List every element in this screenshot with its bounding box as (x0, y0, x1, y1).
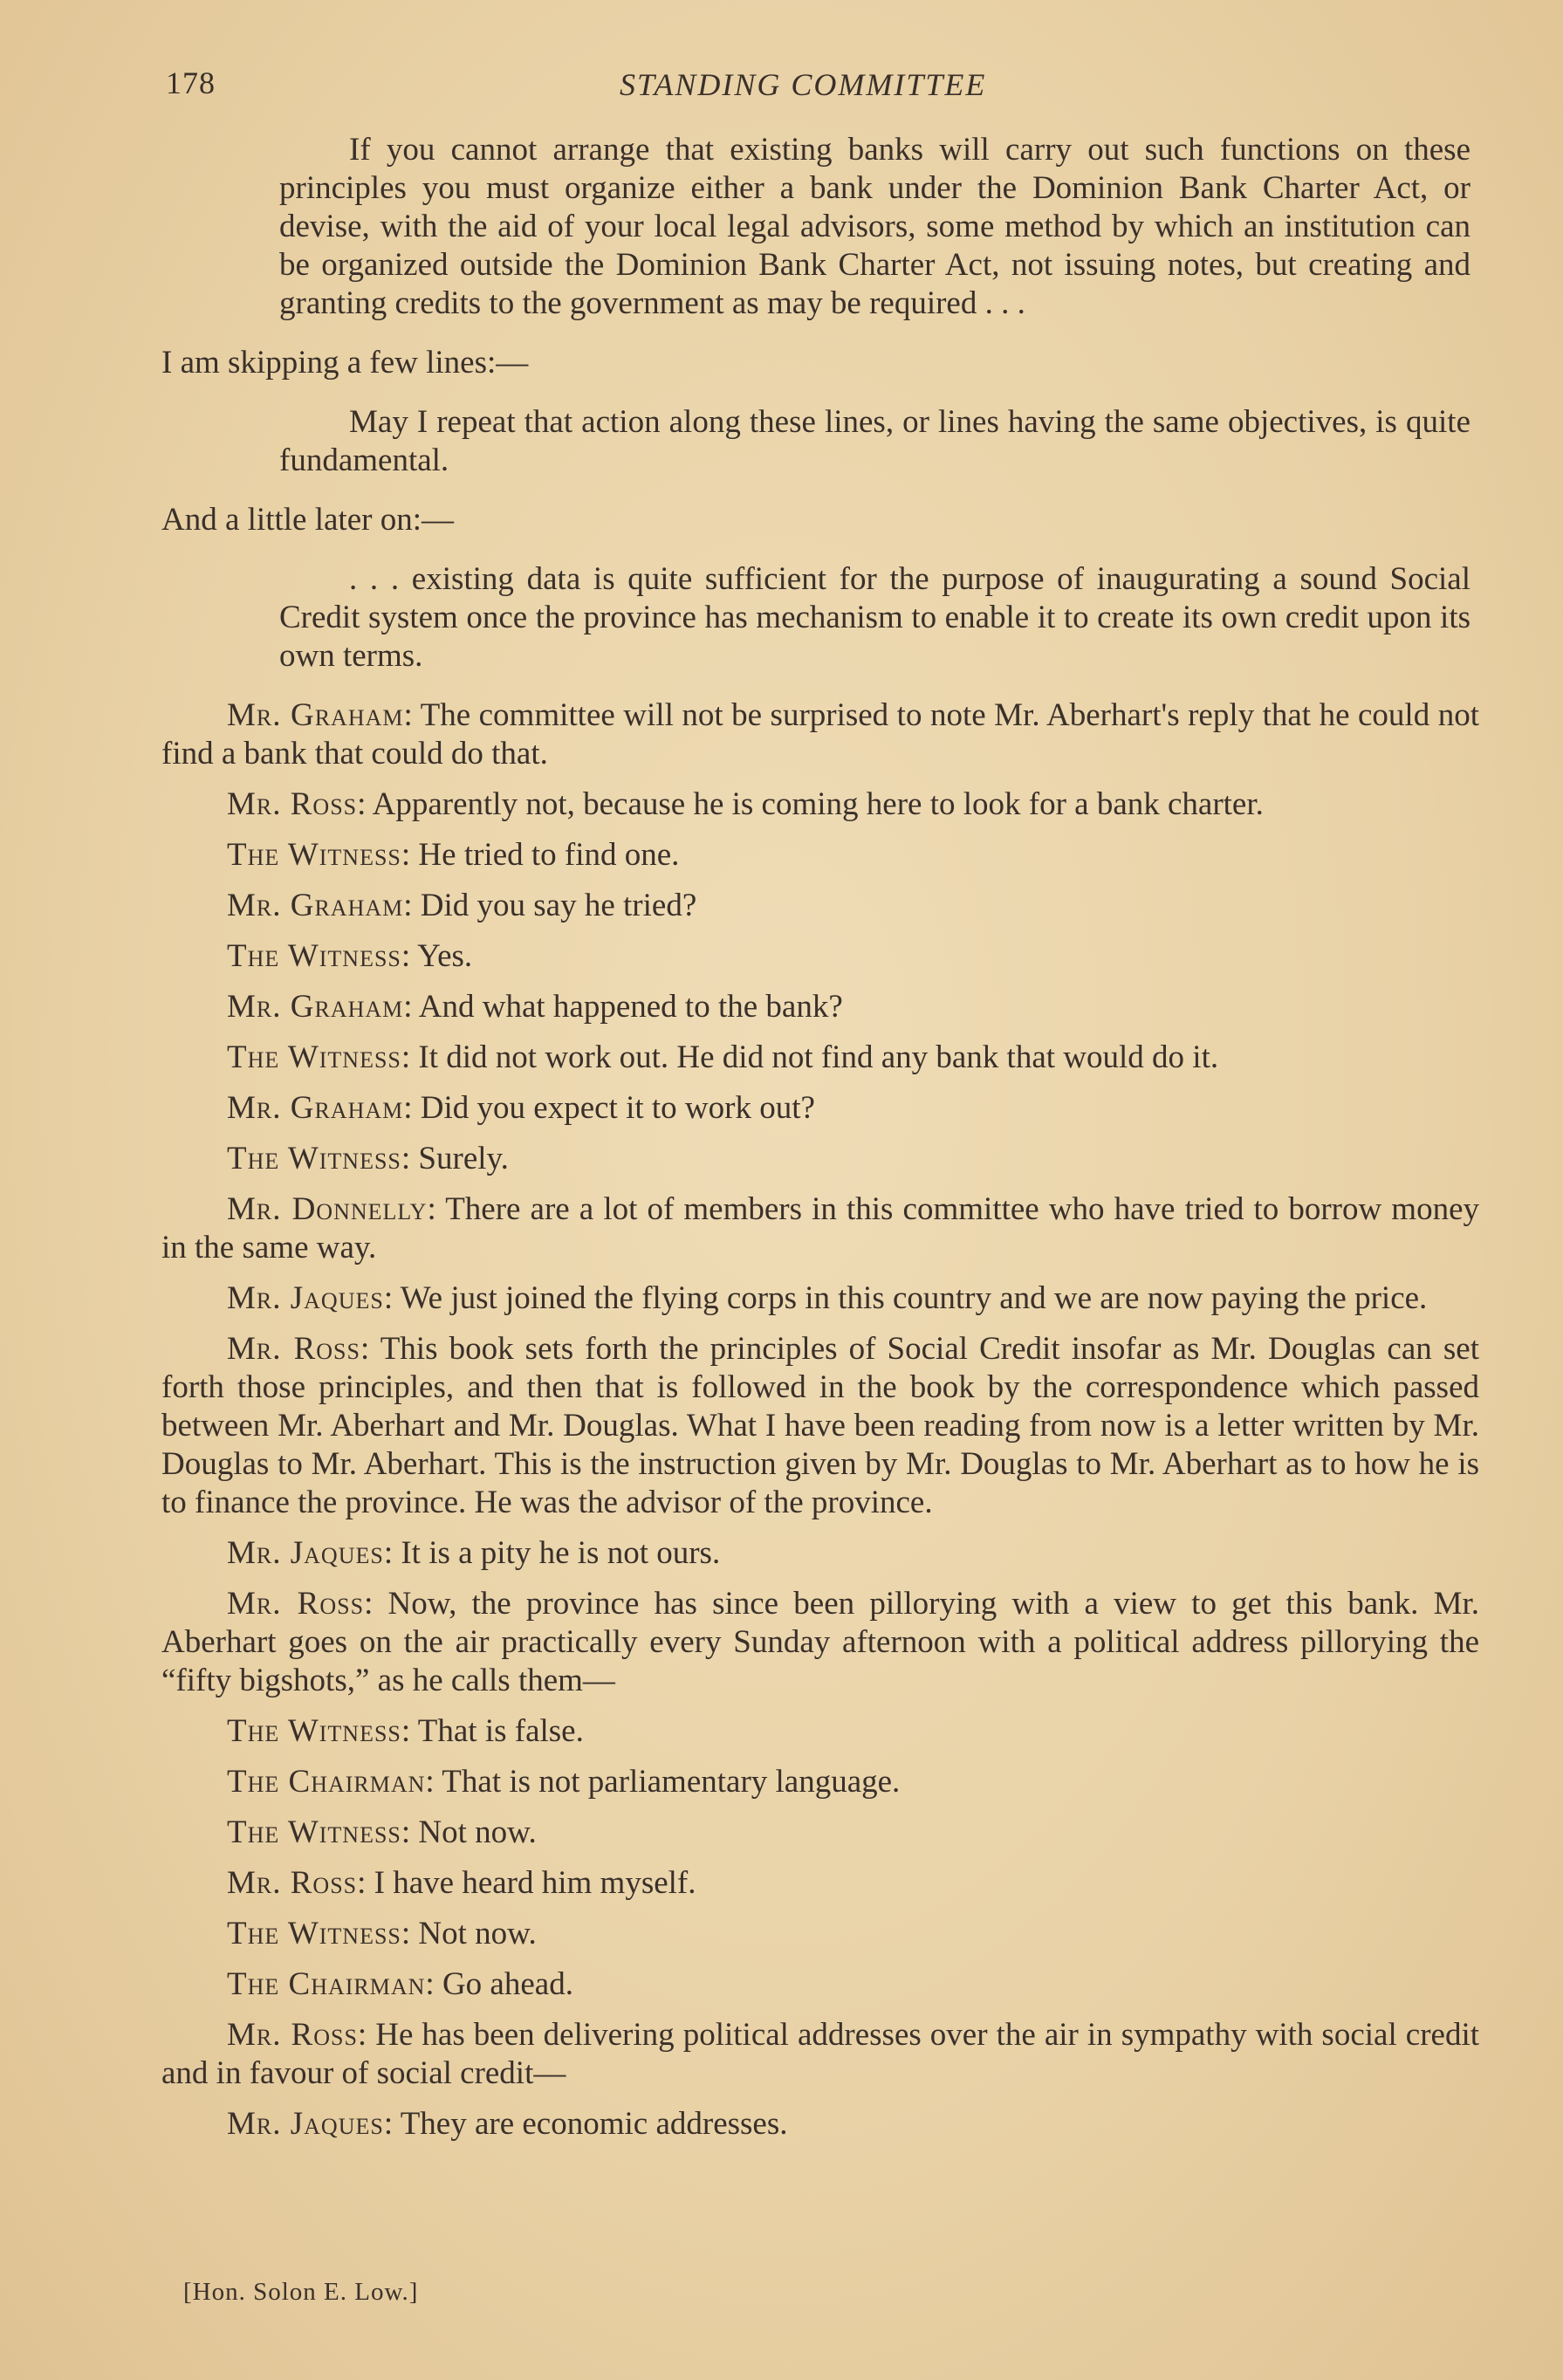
speech-entry: Mr. Graham: Did you say he tried? (227, 888, 697, 923)
speaker-name: The Witness (227, 1039, 401, 1075)
speaker-name: Mr. Ross (227, 2017, 358, 2053)
speaker-name: Mr. Ross (227, 786, 358, 822)
speech-text: There are a lot of members in this committee who have tried to borrow money in the same way. (161, 1191, 1480, 1265)
speaker-name: Mr. Donnelly (227, 1191, 428, 1227)
speech-text: Not now. (418, 1814, 537, 1850)
speaker-name: Mr. Jaques (227, 1280, 384, 1316)
transcript (161, 696, 1479, 2143)
speaker-name: The Witness (227, 1916, 401, 1951)
paragraph: And a little later on:— (161, 502, 454, 538)
paragraph: I am skipping a few lines:— (161, 345, 529, 381)
speech-text: They are economic addresses. (400, 2106, 788, 2142)
speech-text: We just joined the flying corps in this country and we are now paying the price. (400, 1280, 1428, 1316)
speech-entry: Mr. Jaques: We just joined the flying corps in this country and we are now paying the price. (227, 1280, 1428, 1316)
speech-text: I have heard him myself. (374, 1865, 696, 1901)
speech-entry: The Witness: That is false. (227, 1713, 584, 1749)
speech-text: The committee will not be surprised to note Mr. Aberhart's reply that he could not find a bank that could do that. (161, 697, 1479, 772)
speech-entry: The Chairman: That is not parliamentary language. (227, 1764, 901, 1800)
speech-entry: The Witness: Yes. (227, 938, 473, 974)
speech-text: He tried to find one. (418, 837, 680, 873)
speaker-name: The Witness (227, 1814, 401, 1850)
page-body (161, 131, 1479, 2156)
speech-text: That is not parliamentary language. (442, 1764, 901, 1800)
speech-entry: The Chairman: Go ahead. (227, 1966, 573, 2002)
speaker-name: Mr. Graham (227, 989, 404, 1025)
speech-entry: Mr. Ross: Apparently not, because he is coming here to look for a bank charter. (227, 786, 1264, 822)
speaker-name: Mr. Graham (227, 888, 404, 923)
speaker-footnote: [Hon. Solon E. Low.] (183, 2278, 419, 2306)
speaker-name: The Witness (227, 938, 401, 974)
speaker-name: Mr. Ross (227, 1331, 360, 1367)
speech-text: Now, the province has since been pillorying with a view to get this bank. Mr. Aberhart goes on the air practically every Sunday afternoon with a political address pillorying the “fifty bigshots,” as he calls them— (161, 1586, 1479, 1698)
speaker-name: The Chairman (227, 1764, 426, 1800)
speech-text: Yes. (417, 938, 473, 974)
page-header (166, 65, 1466, 108)
speech-entry: The Witness: Surely. (227, 1141, 509, 1176)
speech-text: It is a pity he is not ours. (401, 1535, 721, 1571)
speech-entry: Mr. Ross: Now, the province has since been pillorying with a view to get this bank. Mr. Aberhart goes on the air practically every Sunday afternoon with a political address pillorying the “fifty bigshots,” as he calls them— (161, 1586, 1479, 1698)
speech-text: Did you say he tried? (420, 888, 697, 923)
speech-text: Did you expect it to work out? (420, 1090, 815, 1126)
speech-entry: Mr. Graham: Did you expect it to work out? (227, 1090, 815, 1126)
speech-entry: Mr. Graham: The committee will not be surprised to note Mr. Aberhart's reply that he could not find a bank that could do that. (161, 697, 1479, 772)
speech-entry: Mr. Jaques: It is a pity he is not ours. (227, 1535, 721, 1571)
speech-entry: The Witness: He tried to find one. (227, 837, 680, 873)
speaker-name: The Witness (227, 1713, 401, 1749)
speaker-name: Mr. Jaques (227, 1535, 384, 1571)
speech-text: Apparently not, because he is coming here to look for a bank charter. (372, 786, 1264, 822)
page-number: 178 (166, 65, 216, 100)
speech-entry: Mr. Donnelly: There are a lot of members in this committee who have tried to borrow money in the same way. (161, 1191, 1480, 1265)
speech-entry: The Witness: Not now. (227, 1814, 537, 1850)
speech-text: Surely. (418, 1141, 509, 1176)
speech-entry: The Witness: Not now. (227, 1916, 537, 1951)
speaker-name: The Witness (227, 1141, 401, 1176)
running-head: STANDING COMMITTEE (620, 67, 987, 102)
block-quote: May I repeat that action along these lines, or lines having the same objectives, is quite fundamental. (279, 404, 1470, 478)
speech-text: That is false. (417, 1713, 584, 1749)
speech-entry: Mr. Ross: He has been delivering political addresses over the air in sympathy with social credit and in favour of social credit— (161, 2017, 1480, 2091)
speaker-name: Mr. Graham (227, 1090, 404, 1126)
speech-entry: Mr. Jaques: They are economic addresses. (227, 2106, 788, 2142)
speaker-name: Mr. Graham (227, 697, 404, 733)
speech-text: It did not work out. He did not find any bank that would do it. (418, 1039, 1219, 1075)
speech-entry: Mr. Ross: This book sets forth the principles of Social Credit insofar as Mr. Douglas can set forth those principles, and then that is followed in the book by the correspondence which passed between Mr. Aberhart and Mr. Douglas. What I have been reading from now is a letter written by Mr. Douglas to Mr. Aberhart. This is the instruction given by Mr. Douglas to Mr. Aberhart as to how he is to finance the province. He was the advisor of the province. (161, 1331, 1479, 1520)
block-quote: If you cannot arrange that existing banks will carry out such functions on these principles you must organize either a bank under the Dominion Bank Charter Act, or devise, with the aid of your local legal advisors, some method by which an institution can be organized outside the Dominion Bank Charter Act, not issuing notes, but creating and granting credits to the government as may be required . . . (279, 132, 1470, 321)
speaker-name: The Witness (227, 837, 401, 873)
speech-entry: Mr. Ross: I have heard him myself. (227, 1865, 696, 1901)
speaker-name: Mr. Ross (227, 1586, 365, 1622)
speech-text: Not now. (418, 1916, 537, 1951)
speech-text: Go ahead. (442, 1966, 573, 2002)
speaker-name: Mr. Ross (227, 1865, 358, 1901)
speech-text: This book sets forth the principles of Social Credit insofar as Mr. Douglas can set forth those principles, and then that is followed in the book by the correspondence which passed between Mr. Aberhart and Mr. Douglas. What I have been reading from now is a letter written by Mr. Douglas to Mr. Aberhart. This is the instruction given by Mr. Douglas to Mr. Aberhart as to how he is to finance the province. He was the advisor of the province. (161, 1331, 1479, 1520)
speech-entry: Mr. Graham: And what happened to the bank? (227, 989, 843, 1025)
speaker-name: The Chairman (227, 1966, 426, 2002)
speech-text: He has been delivering political addresses over the air in sympathy with social credit and in favour of social credit— (161, 2017, 1480, 2091)
speech-text: And what happened to the bank? (418, 989, 843, 1025)
speaker-name: Mr. Jaques (227, 2106, 384, 2142)
block-quote: . . . existing data is quite sufficient for the purpose of inaugurating a sound Social Credit system once the province has mechanism to enable it to create its own credit upon its own terms. (279, 561, 1470, 674)
speech-entry: The Witness: It did not work out. He did not find any bank that would do it. (227, 1039, 1219, 1075)
